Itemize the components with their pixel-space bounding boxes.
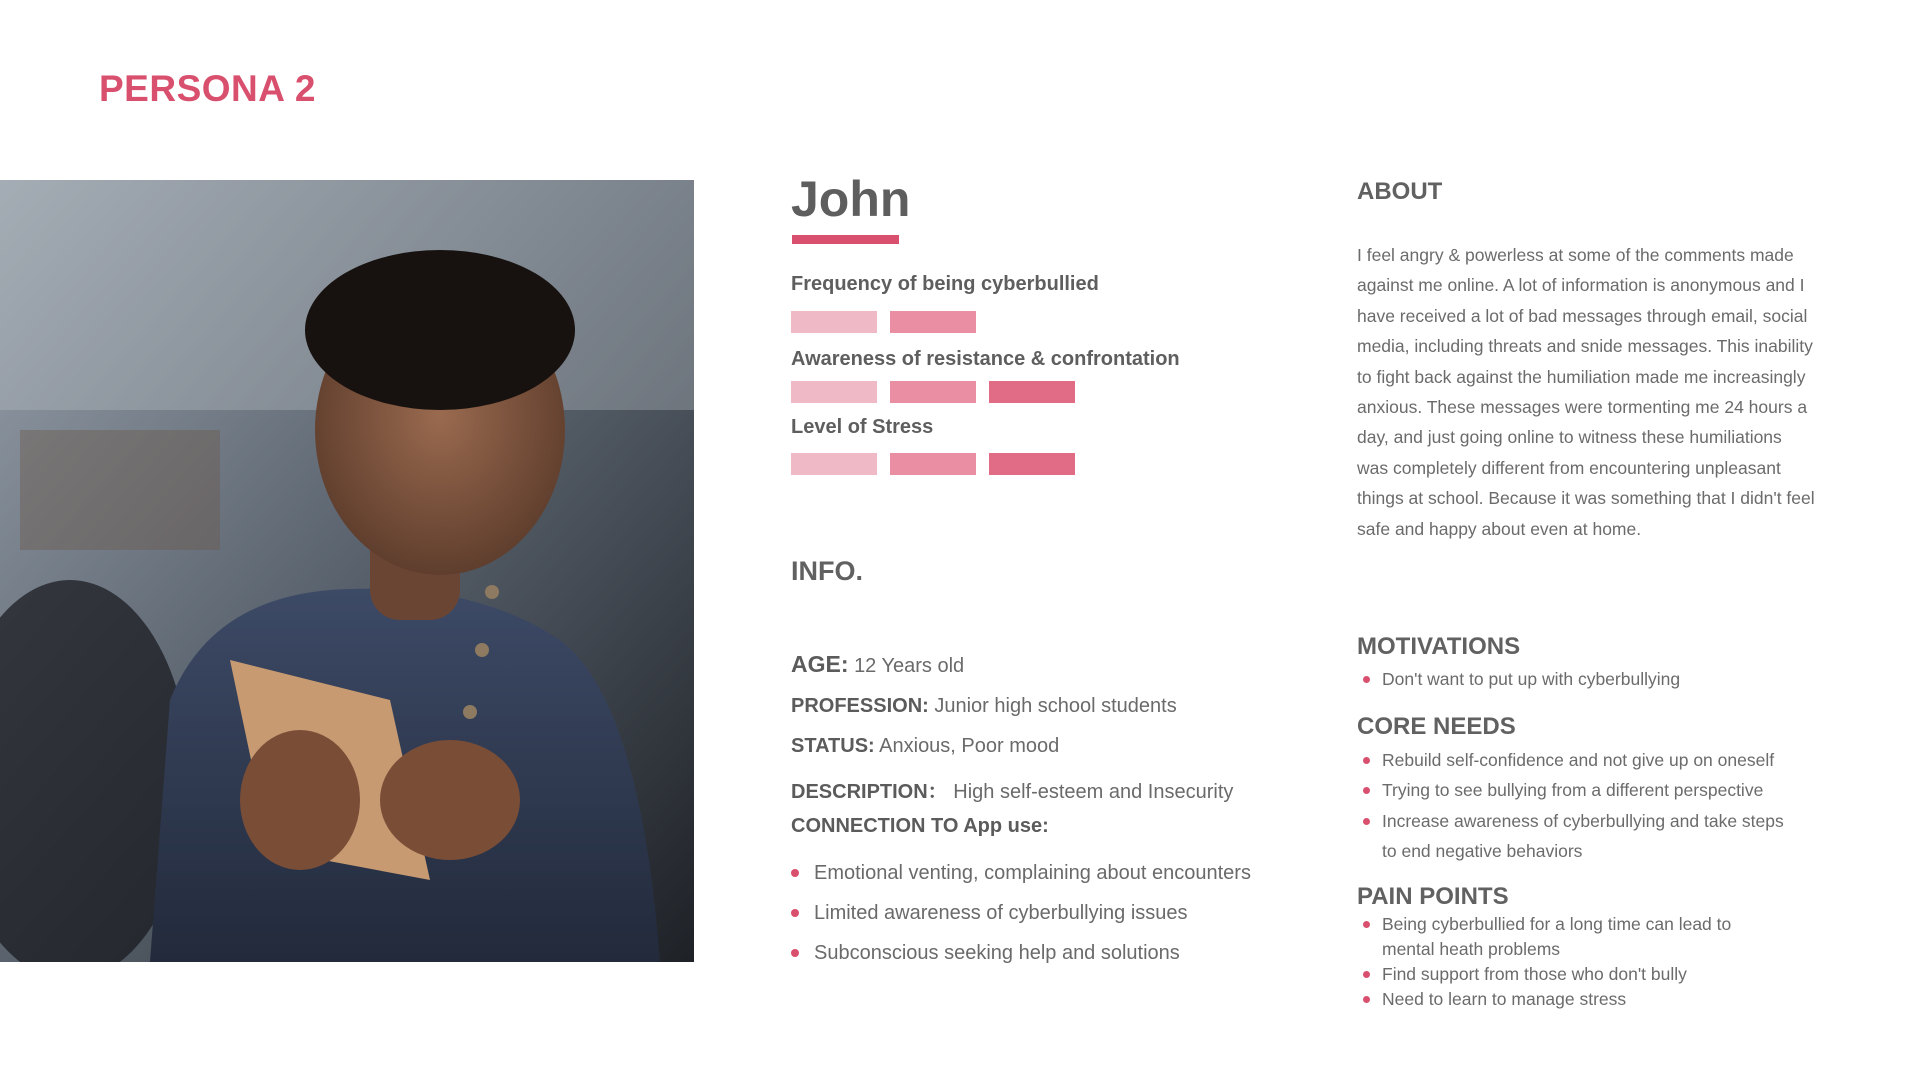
list-item: Trying to see bullying from a different perspective (1357, 775, 1827, 805)
info-status-value: Anxious, Poor mood (879, 735, 1060, 757)
info-age (791, 651, 964, 678)
list-item: Find support from those who don't bully (1357, 962, 1827, 987)
bullet-dot (1363, 676, 1370, 683)
page-title: PERSONA 2 (99, 68, 316, 109)
rating-bar (890, 453, 976, 475)
list-item: Being cyberbullied for a long time can lead to mental heath problems (1357, 912, 1782, 962)
rating-bars-frequency (791, 311, 976, 333)
info-age-key: AGE: (791, 651, 849, 677)
info-profession-key: PROFESSION: (791, 695, 929, 717)
info-description (791, 775, 1233, 804)
rating-bar (989, 381, 1075, 403)
bullet-dot (1363, 996, 1370, 1003)
name-underline (792, 235, 899, 244)
bullet-dot (791, 949, 799, 957)
info-profession (791, 695, 1177, 718)
connection-list (791, 853, 1251, 973)
rating-label-stress: Level of Stress (791, 416, 934, 438)
bullet-dot (1363, 818, 1370, 825)
pain-points-heading: PAIN POINTS (1357, 883, 1509, 910)
rating-bars-awareness (791, 381, 1075, 403)
info-connection (791, 815, 1049, 838)
info-description-key: DESCRIPTION： (791, 781, 948, 803)
motivations-heading: MOTIVATIONS (1357, 633, 1521, 660)
list-item: Subconscious seeking help and solutions (791, 933, 1251, 973)
list-item: Limited awareness of cyberbullying issues (791, 893, 1251, 933)
rating-label-awareness: Awareness of resistance & confrontation (791, 348, 1180, 370)
list-item: Need to learn to manage stress (1357, 987, 1827, 1012)
bullet-dot (1363, 757, 1370, 764)
info-status (791, 735, 1059, 758)
rating-bar (791, 381, 877, 403)
info-connection-key: CONNECTION TO App use: (791, 815, 1049, 837)
persona-name: John (791, 171, 911, 227)
motivations-list (1357, 664, 1827, 694)
info-profession-value: Junior high school students (934, 695, 1177, 717)
rating-bars-stress (791, 453, 1075, 475)
list-item: Don't want to put up with cyberbullying (1357, 664, 1827, 694)
rating-bar (890, 311, 976, 333)
rating-bar (989, 453, 1075, 475)
info-description-value: High self-esteem and Insecurity (953, 781, 1234, 803)
bullet-dot (791, 909, 799, 917)
core-needs-heading: CORE NEEDS (1357, 713, 1516, 740)
core-needs-list (1357, 745, 1827, 867)
info-heading: INFO. (791, 556, 863, 586)
rating-bar (791, 453, 877, 475)
bullet-dot (1363, 921, 1370, 928)
bullet-dot (1363, 787, 1370, 794)
list-item: Increase awareness of cyberbullying and take steps to end negative behaviors (1357, 806, 1802, 867)
pain-points-list (1357, 912, 1827, 1012)
about-heading: ABOUT (1357, 178, 1443, 205)
persona-photo (0, 180, 694, 962)
info-age-value: 12 Years old (854, 655, 965, 677)
about-text: I feel angry & powerless at some of the comments made against me online. A lot of information is anonymous and I have received a lot of bad messages through email, social media, including threats and snide messages. This inability to fight back against the humiliation made me increasingly anxious. These messages were tormenting me 24 hours a day, and just going online to witness these humiliations was completely different from encountering unpleasant things at school. Because it was something that I didn't feel safe and happy about even at home. (1357, 245, 1815, 539)
rating-bar (890, 381, 976, 403)
list-item: Emotional venting, complaining about encounters (791, 853, 1251, 893)
bullet-dot (1363, 971, 1370, 978)
rating-label-frequency: Frequency of being cyberbullied (791, 273, 1099, 295)
info-status-key: STATUS: (791, 735, 875, 757)
rating-bar (791, 311, 877, 333)
list-item: Rebuild self-confidence and not give up on oneself (1357, 745, 1827, 775)
bullet-dot (791, 869, 799, 877)
